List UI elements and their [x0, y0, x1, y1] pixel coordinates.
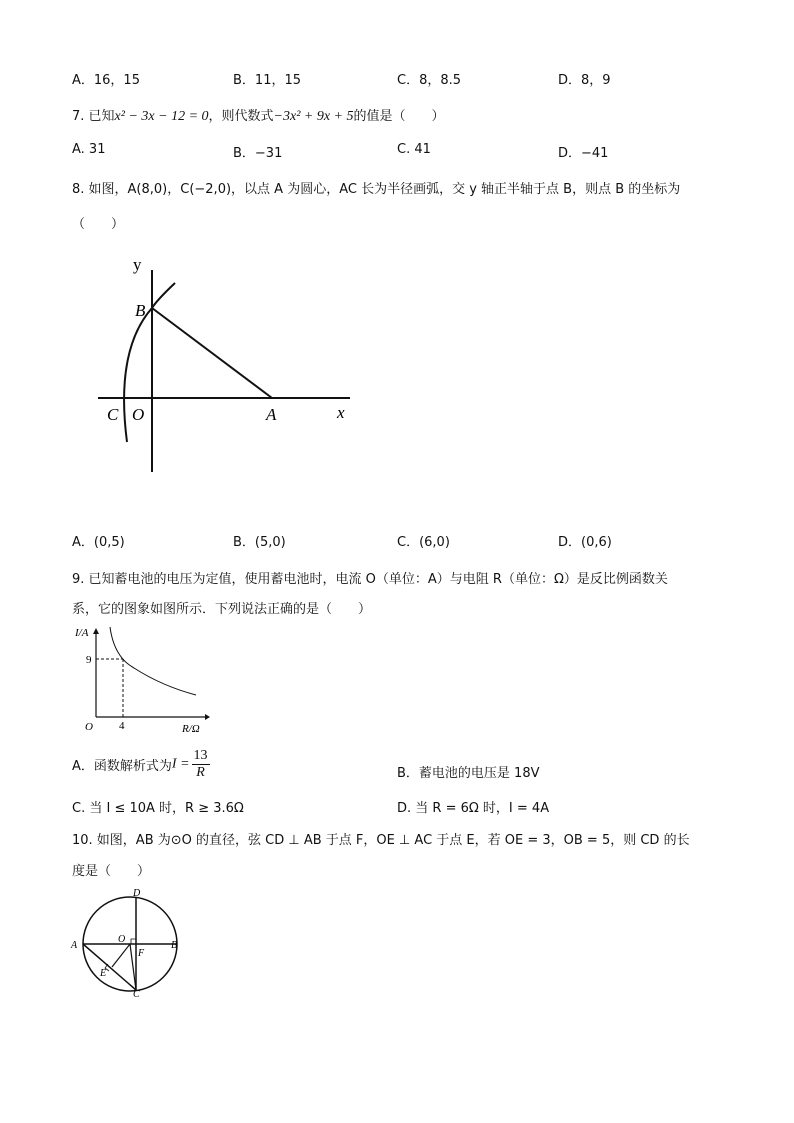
q10-label-b: B: [171, 940, 178, 951]
q9-label-yaxis: I/A: [75, 627, 89, 639]
q7-expression: −3x² + 9x + 5: [273, 109, 354, 124]
q9-label-origin: O: [85, 721, 93, 733]
q10-label-d: D: [133, 888, 141, 899]
q9-option-a-lhs: I =: [171, 756, 190, 772]
q10-stem-line1: 10. 如图，AB 为⊙O 的直径，弦 CD ⊥ AB 于点 F，OE ⊥ AC 于点 E，若 OE = 3，OB = 5，则 CD 的长: [72, 833, 690, 848]
q10-stem-line2: 度是（ ）: [72, 864, 151, 879]
q9-option-a-prefix: A．函数解析式为: [72, 759, 172, 774]
q7-equation: x² − 3x − 12 = 0: [114, 109, 209, 124]
q9-figure: [72, 622, 217, 742]
q9-y-arrow: [93, 628, 99, 634]
q9-x-arrow: [205, 714, 210, 720]
q7-stem-prefix: 7. 已知: [72, 109, 115, 124]
q9-option-d: D. 当 R = 6Ω 时，I = 4A: [397, 801, 550, 816]
q9-option-a-den: R: [196, 765, 205, 780]
q8-label-o: O: [132, 405, 145, 424]
q9-option-a: [72, 748, 212, 781]
q8-label-y: y: [133, 255, 142, 274]
q9-label-xaxis: R/Ω: [182, 723, 200, 735]
q8-stem-line2: （ ）: [72, 217, 125, 232]
q6-option-c: C．8，8.5: [397, 73, 462, 88]
q10-segment-ac: [83, 944, 136, 990]
q7-stem-suffix: 的值是（ ）: [353, 109, 445, 124]
q9-option-a-fraction: [192, 748, 210, 781]
q9-option-c: C. 当 I ≤ 10A 时，R ≥ 3.6Ω: [72, 801, 244, 816]
q10-label-c: C: [133, 989, 140, 998]
q7-stem-mid: ，则代数式: [208, 109, 274, 124]
q10-label-f: F: [138, 948, 145, 959]
q8-option-c: C．(6,0): [397, 535, 450, 550]
q9-option-a-num: 13: [193, 748, 208, 763]
q8-option-b: B．(5,0): [233, 535, 286, 550]
q8-stem-line1: 8. 如图，A(8,0)，C(−2,0)，以点 A 为圆心，AC 长为半径画弧，交 y 轴正半轴于点 B，则点 B 的坐标为: [72, 182, 681, 197]
q10-figure: [68, 886, 188, 998]
q8-label-x: x: [337, 403, 345, 422]
q10-label-a: A: [71, 940, 78, 951]
q9-stem-line2: 系，它的图象如图所示．下列说法正确的是（ ）: [72, 602, 372, 617]
q8-label-b: B: [135, 301, 146, 320]
q8-segment-ab: [152, 308, 272, 398]
q8-option-a: A．(0,5): [72, 535, 125, 550]
q8-option-d: D．(0,6): [558, 535, 612, 550]
q7-option-c: C. 41: [397, 142, 431, 157]
q8-figure: [95, 250, 365, 480]
q7-stem: [72, 105, 445, 125]
q9-label-ytick: 9: [86, 654, 92, 666]
q10-segment-oc: [130, 944, 136, 990]
q7-option-a: A. 31: [72, 142, 106, 157]
q6-option-d: D．8，9: [558, 73, 611, 88]
q9-option-b: B．蓄电池的电压是 18V: [397, 766, 540, 781]
q7-option-b: B．−31: [233, 146, 283, 161]
q10-label-e: E: [100, 968, 107, 979]
q8-label-a: A: [266, 405, 277, 424]
q9-stem-line1: 9. 已知蓄电池的电压为定值，使用蓄电池时，电流 O（单位：A）与电阻 R（单位：Ω）是反比例函数关: [72, 572, 668, 587]
q7-option-d: D．−41: [558, 146, 609, 161]
q8-label-c: C: [107, 405, 119, 424]
q10-label-o: O: [118, 934, 126, 945]
q10-segment-oe: [112, 944, 130, 967]
q9-label-xtick: 4: [119, 720, 125, 732]
q6-option-b: B．11，15: [233, 73, 302, 88]
q6-option-a: A．16，15: [72, 73, 140, 88]
